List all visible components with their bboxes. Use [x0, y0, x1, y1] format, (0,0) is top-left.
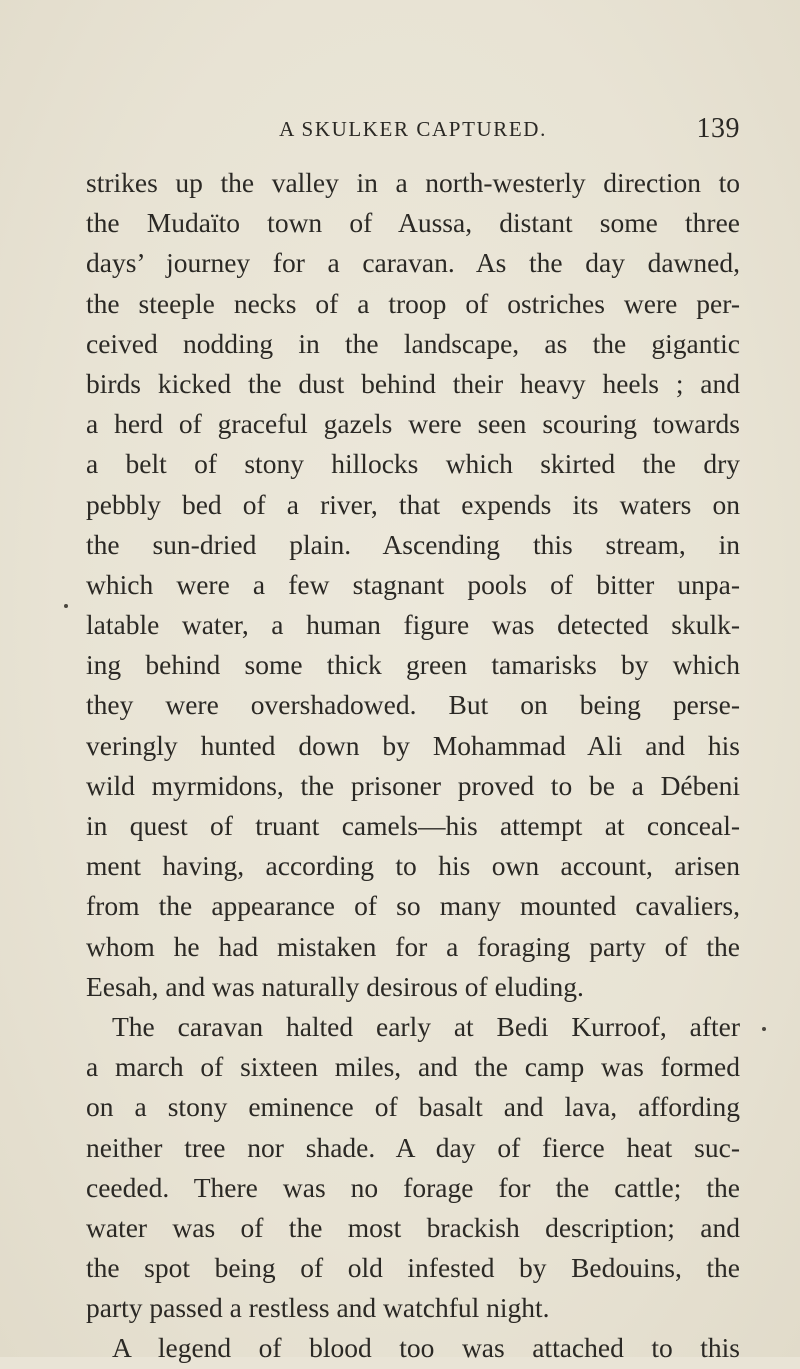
text-line: days’ journey for a caravan. As the day dawned, [86, 247, 740, 279]
text-line: ceeded. There was no forage for the cattle; the [86, 1171, 740, 1203]
text-line: neither tree nor shade. A day of fierce heat suc- [86, 1131, 740, 1163]
page-number: 139 [696, 113, 740, 144]
text-line: ing behind some thick green tamarisks by which [86, 649, 740, 681]
text-line: pebbly bed of a river, that expends its waters on [86, 488, 740, 520]
text-line: the steeple necks of a troop of ostriches were per- [86, 287, 740, 319]
paragraph-end-line: party passed a restless and watchful night. [86, 1292, 550, 1324]
body-text [86, 163, 740, 1369]
text-line: whom he had mistaken for a foraging party of the [86, 930, 740, 962]
text-line: which were a few stagnant pools of bitter unpa- [86, 568, 740, 600]
running-head [86, 113, 740, 153]
text-line: the sun-dried plain. Ascending this stream, in [86, 528, 740, 560]
text-line: strikes up the valley in a north-westerly direction to [86, 167, 740, 198]
text-line: the spot being of old infested by Bedouins, the [86, 1252, 740, 1284]
paragraph-start-line: The caravan halted early at Bedi Kurroof, after [112, 1010, 740, 1042]
text-line: in quest of truant camels—his attempt at conceal- [86, 810, 740, 841]
text-line: from the appearance of so many mounted cavaliers, [86, 890, 740, 922]
text-line: water was of the most brackish description; and [86, 1211, 740, 1243]
paragraph-end-line: Eesah, and was naturally desirous of eluding. [86, 970, 584, 1002]
text-line: they were overshadowed. But on being perse- [86, 689, 740, 721]
text-line: latable water, a human figure was detected skulk- [86, 609, 740, 641]
text-line: ceived nodding in the landscape, as the gigantic [86, 327, 740, 359]
text-line: wild myrmidons, the prisoner proved to be a Débeni [86, 769, 740, 801]
text-line: a march of sixteen miles, and the camp was formed [86, 1051, 740, 1083]
paragraph-start-line: A legend of blood too was attached to this [112, 1332, 740, 1364]
text-line: birds kicked the dust behind their heavy heels ; and [86, 367, 740, 399]
paper-speck [64, 604, 68, 608]
paper-speck [762, 1027, 766, 1031]
text-line: on a stony eminence of basalt and lava, affording [86, 1091, 740, 1123]
text-line: a belt of stony hillocks which skirted the dry [86, 448, 740, 480]
text-line: veringly hunted down by Mohammad Ali and his [86, 729, 740, 761]
text-line: a herd of graceful gazels were seen scouring towards [86, 408, 740, 440]
text-line: ment having, according to his own account, arisen [86, 850, 740, 882]
text-line: the Mudaïto town of Aussa, distant some three [86, 207, 740, 239]
running-head-title: A SKULKER CAPTURED. [279, 117, 547, 141]
